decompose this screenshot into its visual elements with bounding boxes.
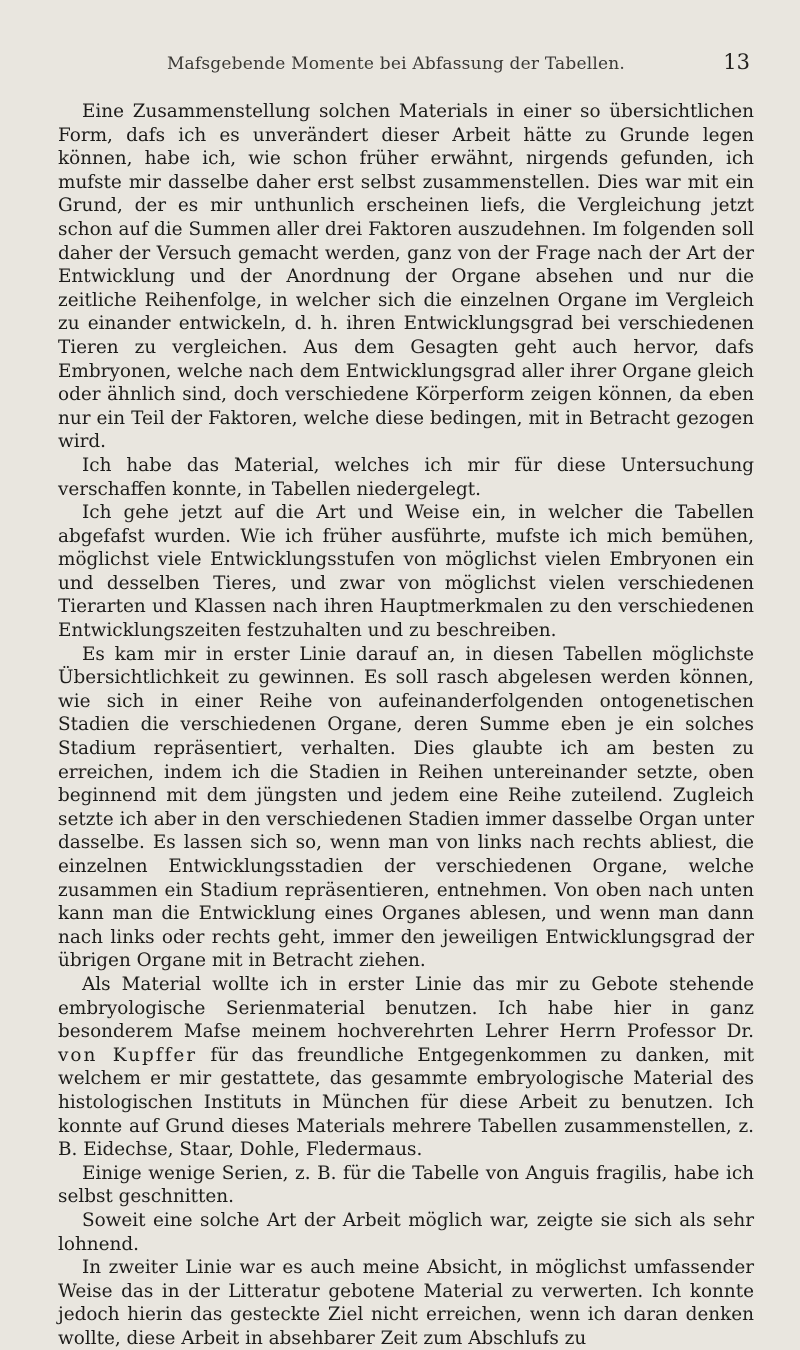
running-head-title: Mafsgebende Momente bei Abfassung der Tabellen. bbox=[166, 54, 626, 74]
paragraph-anguis: Einige wenige Serien, z. B. für die Tabelle von Anguis fragilis, habe ich selbst geschnitten. bbox=[58, 1162, 754, 1208]
author-name-kupffer: von Kupffer bbox=[58, 1044, 198, 1066]
paragraph-serienmaterial-rest: für das freundliche Entgegenkommen zu danken, mit welchem er mir gestattete, das gesammte embryologische Material des histologischen Instituts in München für diese Arbeit zu benutzen. Ich konnte auf Grund dieses Materials mehrere Tabellen zusammenstellen, z. B. Eidechse, Staar, Dohle, Fledermaus. bbox=[58, 1044, 754, 1161]
paragraph-serienmaterial bbox=[58, 973, 754, 1162]
paragraph-material-tabellen: Ich habe das Material, welches ich mir für diese Untersuchung verschaffen konnte, in Tabellen niedergelegt. bbox=[58, 454, 754, 500]
paragraph-lohnend: Soweit eine solche Art der Arbeit möglich war, zeigte sie sich als sehr lohnend. bbox=[58, 1209, 754, 1255]
paragraph-uebersichtlichkeit: Es kam mir in erster Linie darauf an, in diesen Tabellen möglichste Übersichtlichkeit zu gewinnen. Es soll rasch abgelesen werden können, wie sich in einer Reihe von aufeinanderfolgenden ontogenetischen Stadien die verschiedenen Organe, deren Summe eben je ein solches Stadium repräsentiert, verhalten. Dies glaubte ich am besten zu erreichen, indem ich die Stadien in Reihen untereinander setzte, oben beginnend mit dem jüngsten und jedem eine Reihe zuteilend. Zugleich setzte ich aber in den verschiedenen Stadien immer dasselbe Organ unter dasselbe. Es lassen sich so, wenn man von links nach rechts abliest, die einzelnen Entwicklungsstadien der verschiedenen Organe, welche zusammen ein Stadium repräsentieren, entnehmen. Von oben nach unten kann man die Entwicklung eines Organes ablesen, und wenn man dann nach links oder rechts geht, immer den jeweiligen Entwicklungsgrad der übrigen Organe mit in Betracht ziehen. bbox=[58, 643, 754, 972]
page-number: 13 bbox=[723, 50, 750, 74]
paragraph-zusammenstellung: Eine Zusammenstellung solchen Materials in einer so übersichtlichen Form, dafs ich es unverändert dieser Arbeit hätte zu Grunde legen können, habe ich, wie schon früher erwähnt, nirgends gefunden, ich mufste mir dasselbe daher erst selbst zusammenstellen. Dies war mit ein Grund, der es mir unthunlich erscheinen liefs, die Vergleichung jetzt schon auf die Summen aller drei Faktoren auszudehnen. Im folgenden soll daher der Versuch gemacht werden, ganz von der Frage nach der Art der Entwicklung und der Anordnung der Organe absehen und nur die zeitliche Reihenfolge, in welcher sich die einzelnen Organe im Vergleich zu einander entwickeln, d. h. ihren Entwicklungsgrad bei verschiedenen Tieren zu vergleichen. Aus dem Gesagten geht auch hervor, dafs Embryonen, welche nach dem Entwicklungsgrad aller ihrer Organe gleich oder ähnlich sind, doch verschiedene Körperform zeigen können, da eben nur ein Teil der Faktoren, welche diese bedingen, mit in Betracht gezogen wird. bbox=[58, 101, 754, 453]
paragraph-serienmaterial-start: Als Material wollte ich in erster Linie das mir zu Gebote stehende embryologische Serienmaterial benutzen. Ich habe hier in ganz besonderem Mafse meinem hochverehrten Lehrer Herrn Professor Dr. bbox=[58, 973, 754, 1043]
running-head bbox=[58, 50, 754, 90]
paragraph-abfassung: Ich gehe jetzt auf die Art und Weise ein, in welcher die Tabellen abgefafst wurden. Wie ich früher ausführte, mufste ich mich bemühen, möglichst viele Entwicklungsstufen von möglichst vielen Embryonen ein und desselben Tieres, und zwar von möglichst vielen verschiedenen Tierarten und Klassen nach ihren Hauptmerkmalen zu den verschiedenen Entwicklungszeiten festzuhalten und zu beschreiben. bbox=[58, 502, 754, 642]
body-text bbox=[58, 100, 754, 1350]
paragraph-litteratur: In zweiter Linie war es auch meine Absicht, in möglichst umfassender Weise das in der Litteratur gebotene Material zu verwerten. Ich konnte jedoch hierin das gesteckte Ziel nicht erreichen, wenn ich daran denken wollte, diese Arbeit in absehbarer Zeit zum Abschlufs zu bbox=[58, 1257, 754, 1349]
